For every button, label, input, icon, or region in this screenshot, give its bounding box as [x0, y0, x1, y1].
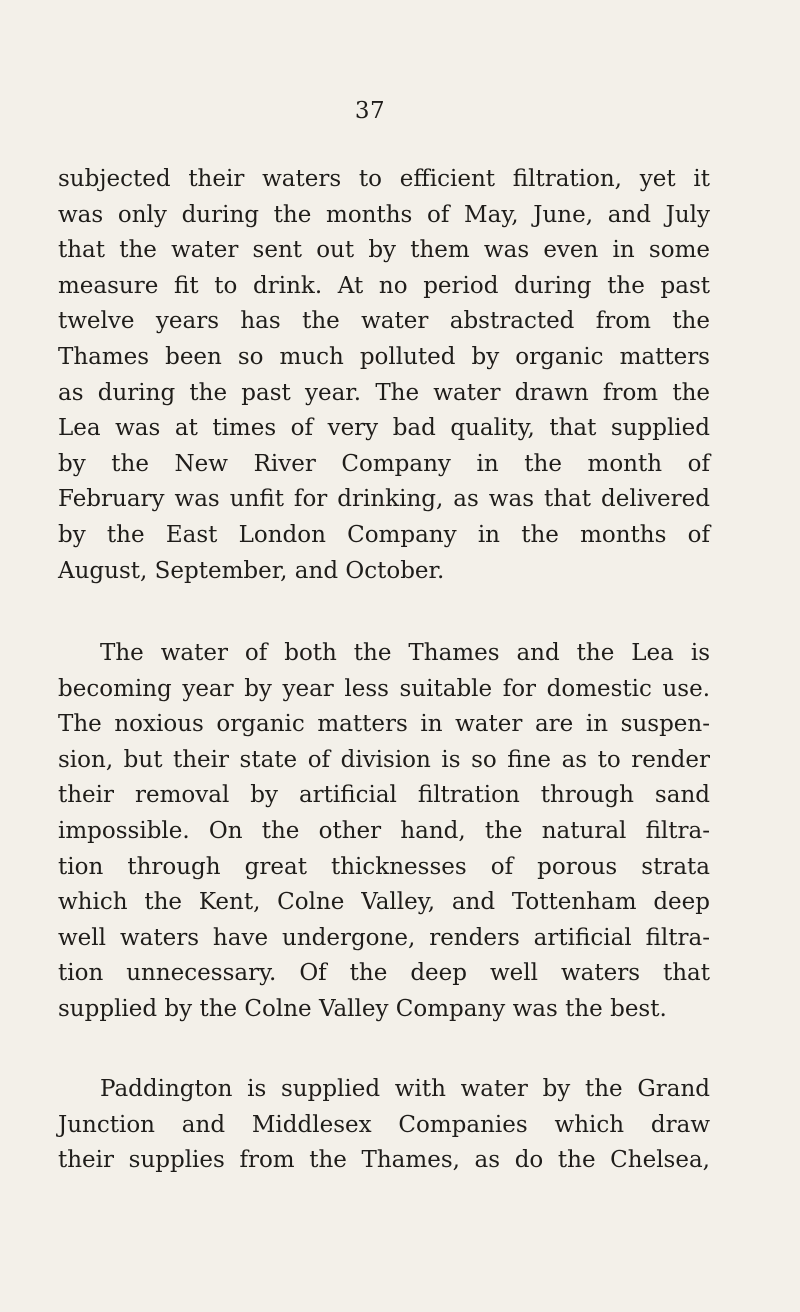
text-line: was only during the months of May, June, and July	[58, 201, 710, 228]
page-number: 37	[354, 98, 386, 124]
text-line: The noxious organic matters in water are in suspen-	[58, 711, 710, 738]
text-line: their removal by artificial filtration through sand	[58, 782, 710, 809]
text-line: The water of both the Thames and the Lea is	[100, 640, 710, 666]
text-line: Junction and Middlesex Companies which draw	[58, 1111, 710, 1138]
text-line: sion, but their state of division is so fine as to render	[58, 746, 710, 773]
paragraph-2	[58, 636, 710, 1028]
text-line: twelve years has the water abstracted from the	[58, 308, 710, 335]
text-line: tion through great thicknesses of porous strata	[58, 853, 710, 880]
text-line: impossible. On the other hand, the natural filtra-	[58, 817, 710, 844]
text-line: subjected their waters to efficient filtration, yet it	[58, 166, 710, 192]
text-line: Paddington is supplied with water by the Grand	[100, 1076, 710, 1102]
text-line: supplied by the Colne Valley Company was the best.	[58, 995, 667, 1022]
text-line: August, September, and October.	[58, 557, 445, 584]
text-line: February was unfit for drinking, as was that delivered	[58, 486, 710, 513]
text-line: as during the past year. The water drawn from the	[58, 379, 710, 406]
text-line: becoming year by year less suitable for domestic use.	[58, 675, 710, 702]
text-line: tion unnecessary. Of the deep well waters that	[58, 960, 710, 987]
text-line: Thames been so much polluted by organic matters	[58, 343, 710, 370]
paragraph-3	[58, 1072, 710, 1179]
text-line: their supplies from the Thames, as do the Chelsea,	[58, 1147, 710, 1174]
text-line: by the East London Company in the months of	[58, 521, 710, 548]
paragraph-1	[58, 162, 710, 589]
text-line: that the water sent out by them was even in some	[58, 237, 710, 264]
text-line: measure fit to drink. At no period during the past	[58, 272, 710, 299]
text-line: which the Kent, Colne Valley, and Tottenham deep	[58, 889, 710, 916]
text-line: well waters have undergone, renders artificial filtra-	[58, 924, 710, 951]
text-line: by the New River Company in the month of	[58, 450, 710, 477]
text-line: Lea was at times of very bad quality, that supplied	[58, 415, 710, 442]
